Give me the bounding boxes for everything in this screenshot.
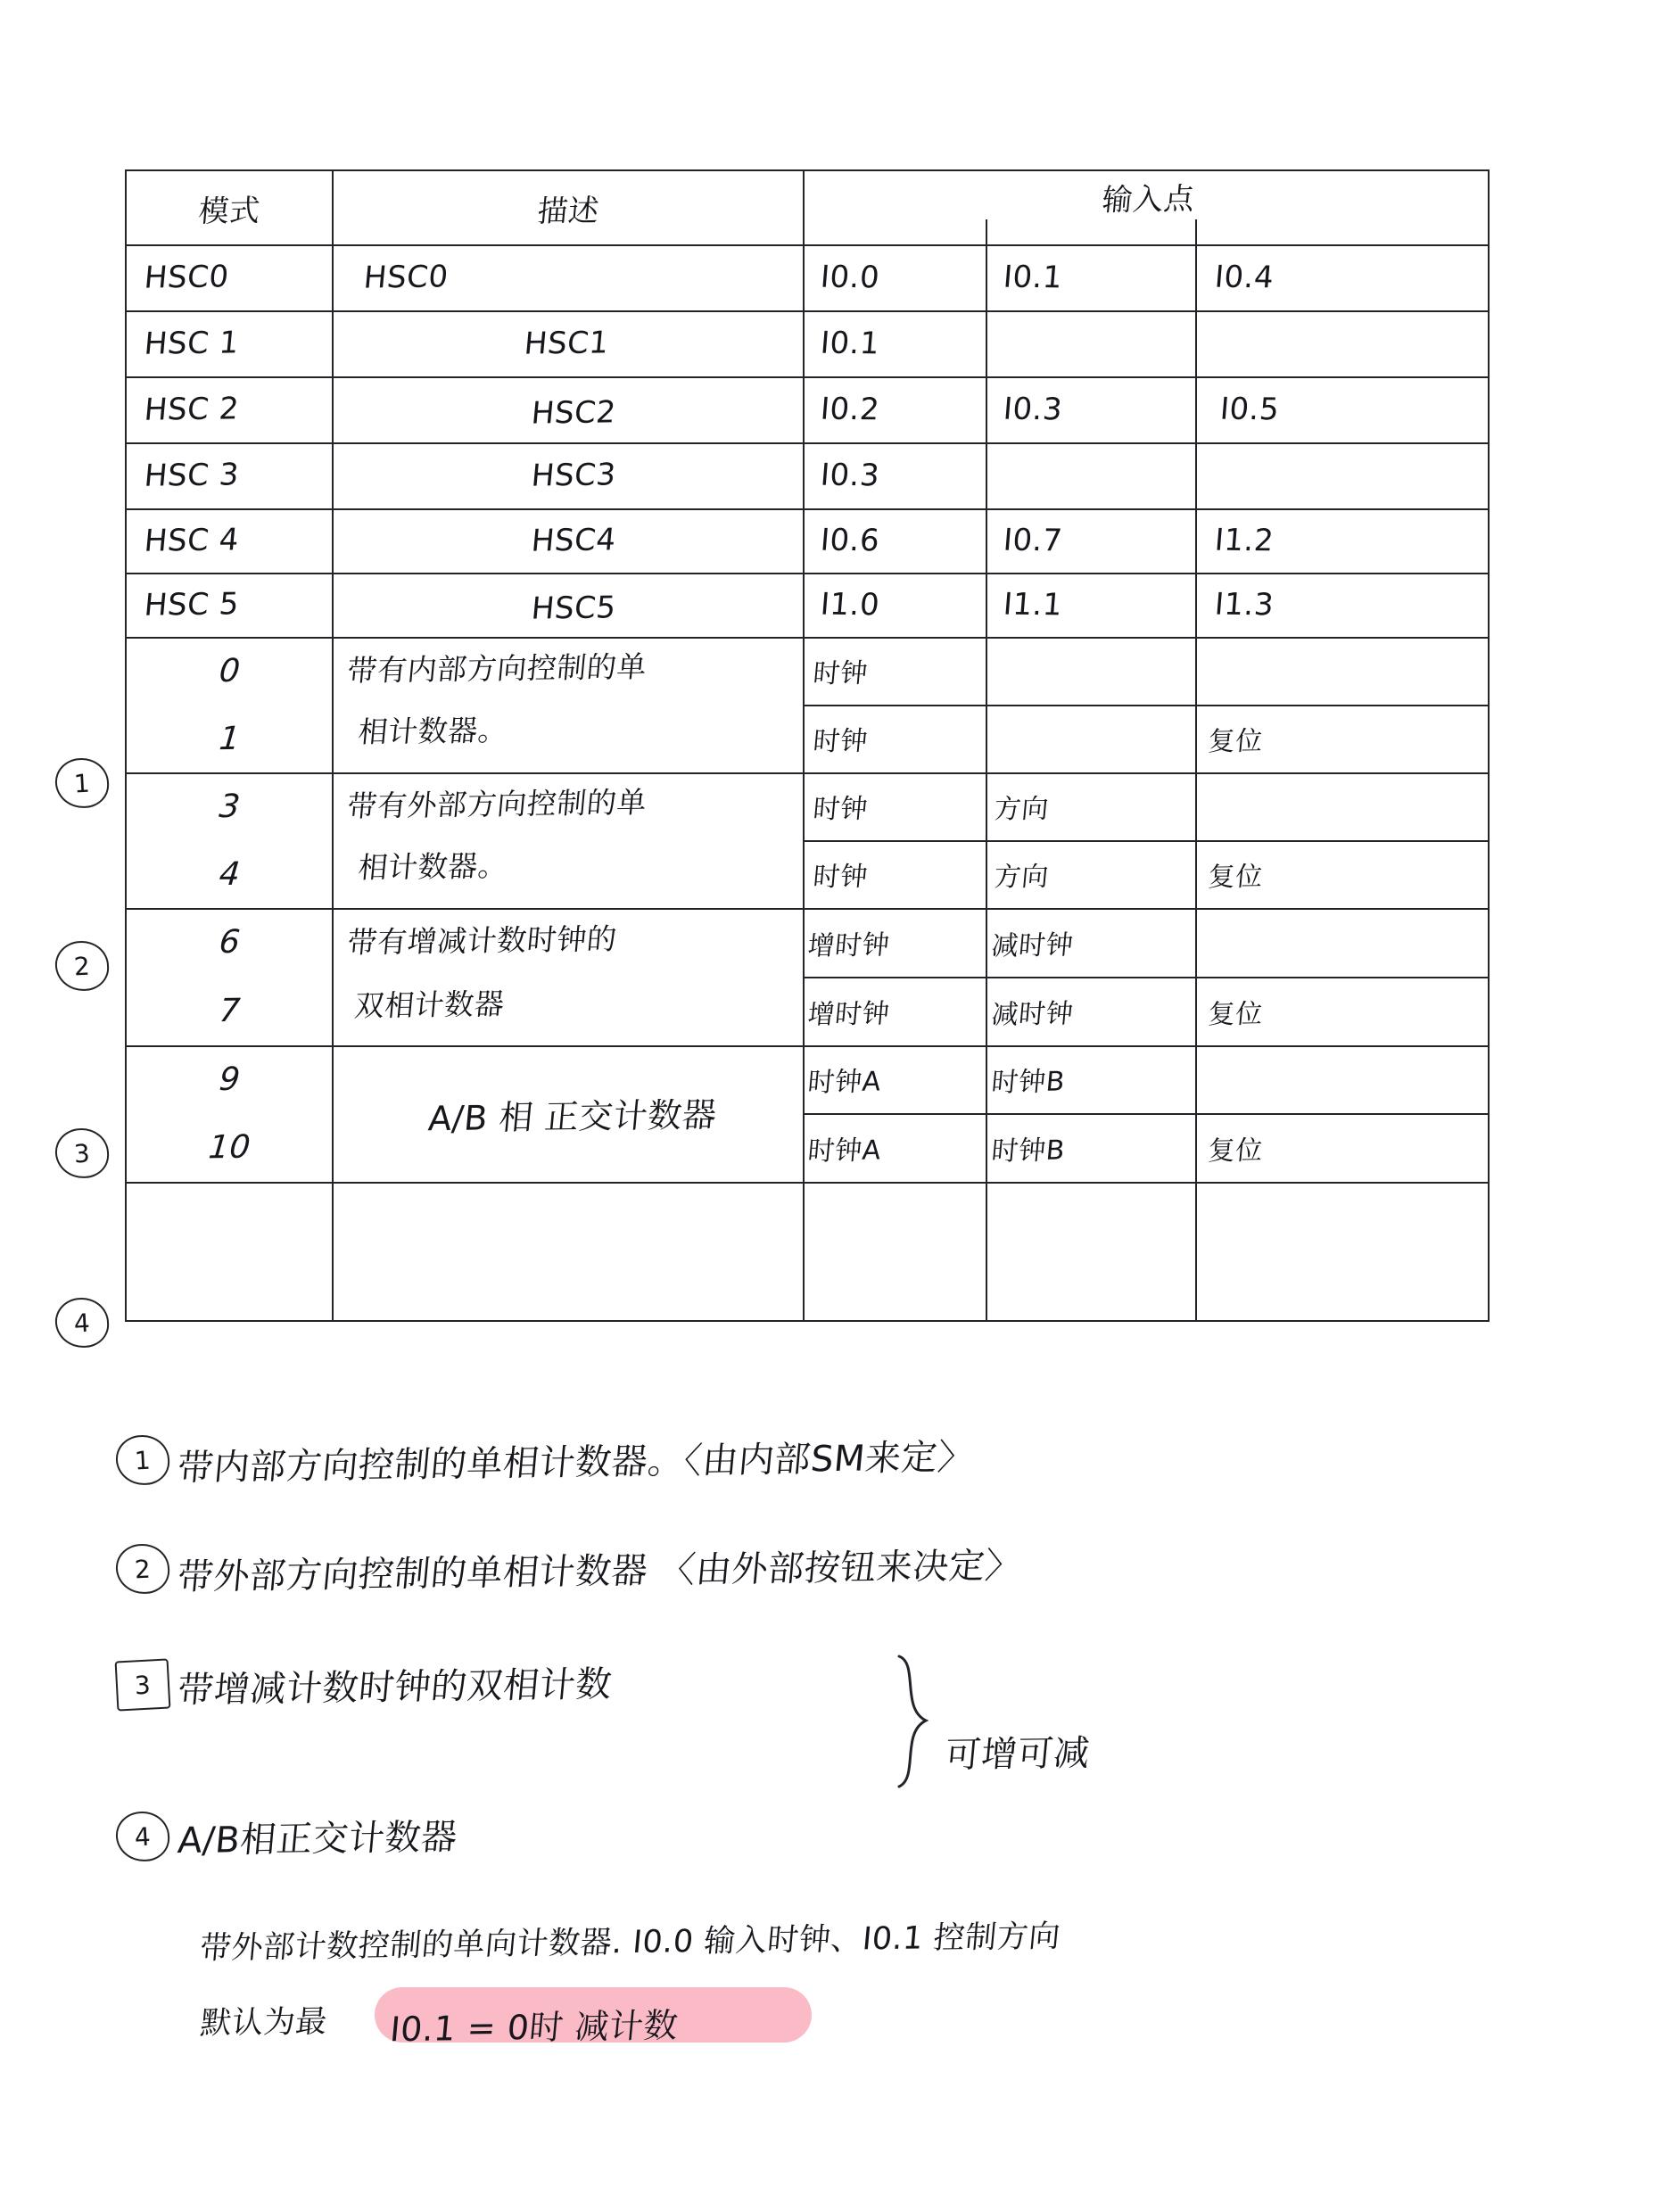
group-desc-line: 相计数器。 bbox=[356, 847, 510, 885]
note-text: 带增减计数时钟的双相计数 bbox=[176, 1663, 615, 1712]
brace-bracket bbox=[892, 1655, 933, 1788]
note-2 bbox=[116, 1543, 1024, 1598]
table-rule bbox=[125, 1320, 1490, 1322]
header-inputs: 输入点 bbox=[1100, 180, 1196, 219]
input-cell: I0.5 bbox=[1218, 391, 1281, 428]
input-cell: I0.4 bbox=[1213, 259, 1275, 296]
table-rule bbox=[1488, 169, 1490, 1320]
input-cell: 方向 bbox=[993, 861, 1051, 894]
mode-cell: HSC 1 bbox=[143, 325, 241, 362]
group-desc-line: 带有外部方向控制的单 bbox=[345, 784, 648, 823]
table-rule bbox=[125, 1182, 1490, 1184]
table-rule bbox=[125, 169, 1490, 171]
mode-cell: 9 bbox=[217, 1061, 243, 1098]
input-cell: 时钟 bbox=[812, 725, 870, 758]
desc-cell: HSC1 bbox=[522, 325, 611, 362]
desc-cell: HSC0 bbox=[362, 259, 450, 296]
input-cell: 增时钟 bbox=[806, 929, 891, 962]
brace-annotation: 可增可减 bbox=[943, 1732, 1092, 1777]
table-rule bbox=[125, 169, 127, 1320]
note-text: A/B相正交计数器 bbox=[176, 1816, 459, 1862]
input-cell: I0.7 bbox=[1002, 522, 1064, 559]
input-cell: 时钟A bbox=[806, 1066, 883, 1099]
input-cell: 时钟 bbox=[812, 861, 870, 894]
input-cell: 增时钟 bbox=[806, 997, 891, 1031]
table-rule bbox=[125, 1045, 1490, 1047]
input-cell: 时钟A bbox=[806, 1134, 883, 1168]
input-cell: 时钟 bbox=[812, 793, 870, 826]
group-marker-3: 3 bbox=[54, 1127, 111, 1179]
table-rule bbox=[1195, 219, 1197, 1320]
hsc-mode-table bbox=[125, 169, 1490, 1400]
table-rule bbox=[332, 169, 334, 1320]
note-marker-2: 2 bbox=[115, 1542, 171, 1595]
desc-cell: HSC5 bbox=[529, 590, 618, 627]
group-marker-2: 2 bbox=[54, 939, 111, 992]
mode-cell: 6 bbox=[217, 923, 243, 962]
table-rule bbox=[803, 169, 805, 1320]
input-cell: 时钟B bbox=[990, 1134, 1067, 1168]
mode-cell: HSC 2 bbox=[143, 391, 241, 428]
input-cell: 减时钟 bbox=[990, 997, 1075, 1031]
input-cell: 方向 bbox=[993, 793, 1051, 826]
group-desc-line: 相计数器。 bbox=[356, 712, 510, 749]
note-marker-3: 3 bbox=[115, 1658, 171, 1711]
group-desc-line: 带有增减计数时钟的 bbox=[345, 920, 619, 960]
note-text: 带外部方向控制的单相计数器 〈由外部按钮来决定〉 bbox=[175, 1545, 1024, 1598]
table-rule bbox=[125, 637, 1490, 639]
input-cell: I0.2 bbox=[819, 391, 881, 428]
mode-cell: HSC 3 bbox=[143, 457, 241, 494]
input-cell: 复位 bbox=[1207, 725, 1265, 758]
input-cell: I0.1 bbox=[1002, 259, 1064, 296]
note-marker-1: 1 bbox=[115, 1433, 171, 1486]
mode-cell: 4 bbox=[217, 855, 243, 893]
input-cell: 时钟 bbox=[812, 657, 870, 690]
mode-cell: 10 bbox=[207, 1128, 252, 1167]
note-marker-4: 4 bbox=[115, 1810, 171, 1862]
mode-cell: HSC0 bbox=[143, 259, 231, 296]
desc-cell: HSC3 bbox=[529, 457, 618, 494]
header-desc: 描述 bbox=[535, 193, 601, 229]
input-cell: I1.2 bbox=[1213, 522, 1275, 559]
group-marker-4: 4 bbox=[54, 1296, 111, 1349]
input-cell: I0.0 bbox=[819, 259, 881, 296]
input-cell: 时钟B bbox=[990, 1066, 1067, 1099]
input-cell: 复位 bbox=[1207, 861, 1265, 894]
mode-cell: 3 bbox=[217, 788, 243, 825]
footer-line-1: 带外部计数控制的单向计数器. I0.0 输入时钟、I0.1 控制方向 bbox=[198, 1919, 1062, 1967]
input-cell: I1.0 bbox=[819, 586, 881, 623]
mode-cell: 7 bbox=[217, 992, 243, 1030]
table-rule bbox=[125, 908, 1490, 910]
mode-cell: HSC 5 bbox=[143, 586, 241, 623]
footer-line-2-prefix: 默认为最 bbox=[198, 2004, 329, 2042]
desc-cell: HSC4 bbox=[529, 522, 618, 559]
note-text: 带内部方向控制的单相计数器。〈由内部SM来定〉 bbox=[175, 1436, 976, 1490]
footer-highlighted-text: I0.1 = 0时 减计数 bbox=[388, 2005, 681, 2050]
input-cell: I1.3 bbox=[1213, 586, 1275, 623]
note-3 bbox=[116, 1659, 615, 1712]
table-rule bbox=[125, 772, 1490, 774]
input-cell: 减时钟 bbox=[990, 929, 1075, 962]
desc-cell: HSC2 bbox=[529, 394, 618, 432]
note-1 bbox=[116, 1434, 976, 1490]
header-mode: 模式 bbox=[196, 193, 262, 229]
mode-cell: 0 bbox=[217, 652, 243, 689]
input-cell: I0.3 bbox=[819, 457, 881, 494]
group-desc-line: 带有内部方向控制的单 bbox=[345, 648, 648, 688]
note-4 bbox=[116, 1811, 458, 1861]
input-cell: 复位 bbox=[1207, 998, 1265, 1030]
input-cell: I0.3 bbox=[1002, 391, 1064, 428]
input-cell: I1.1 bbox=[1002, 586, 1064, 623]
input-cell: I0.6 bbox=[819, 522, 881, 559]
mode-cell: 1 bbox=[217, 720, 243, 757]
input-cell: 复位 bbox=[1207, 1135, 1265, 1167]
group-marker-1: 1 bbox=[54, 756, 111, 809]
group-desc-line: A/B 相 正交计数器 bbox=[426, 1094, 719, 1139]
group-desc-line: 双相计数器 bbox=[352, 986, 507, 1023]
input-cell: I0.1 bbox=[819, 325, 881, 362]
mode-cell: HSC 4 bbox=[143, 522, 241, 559]
